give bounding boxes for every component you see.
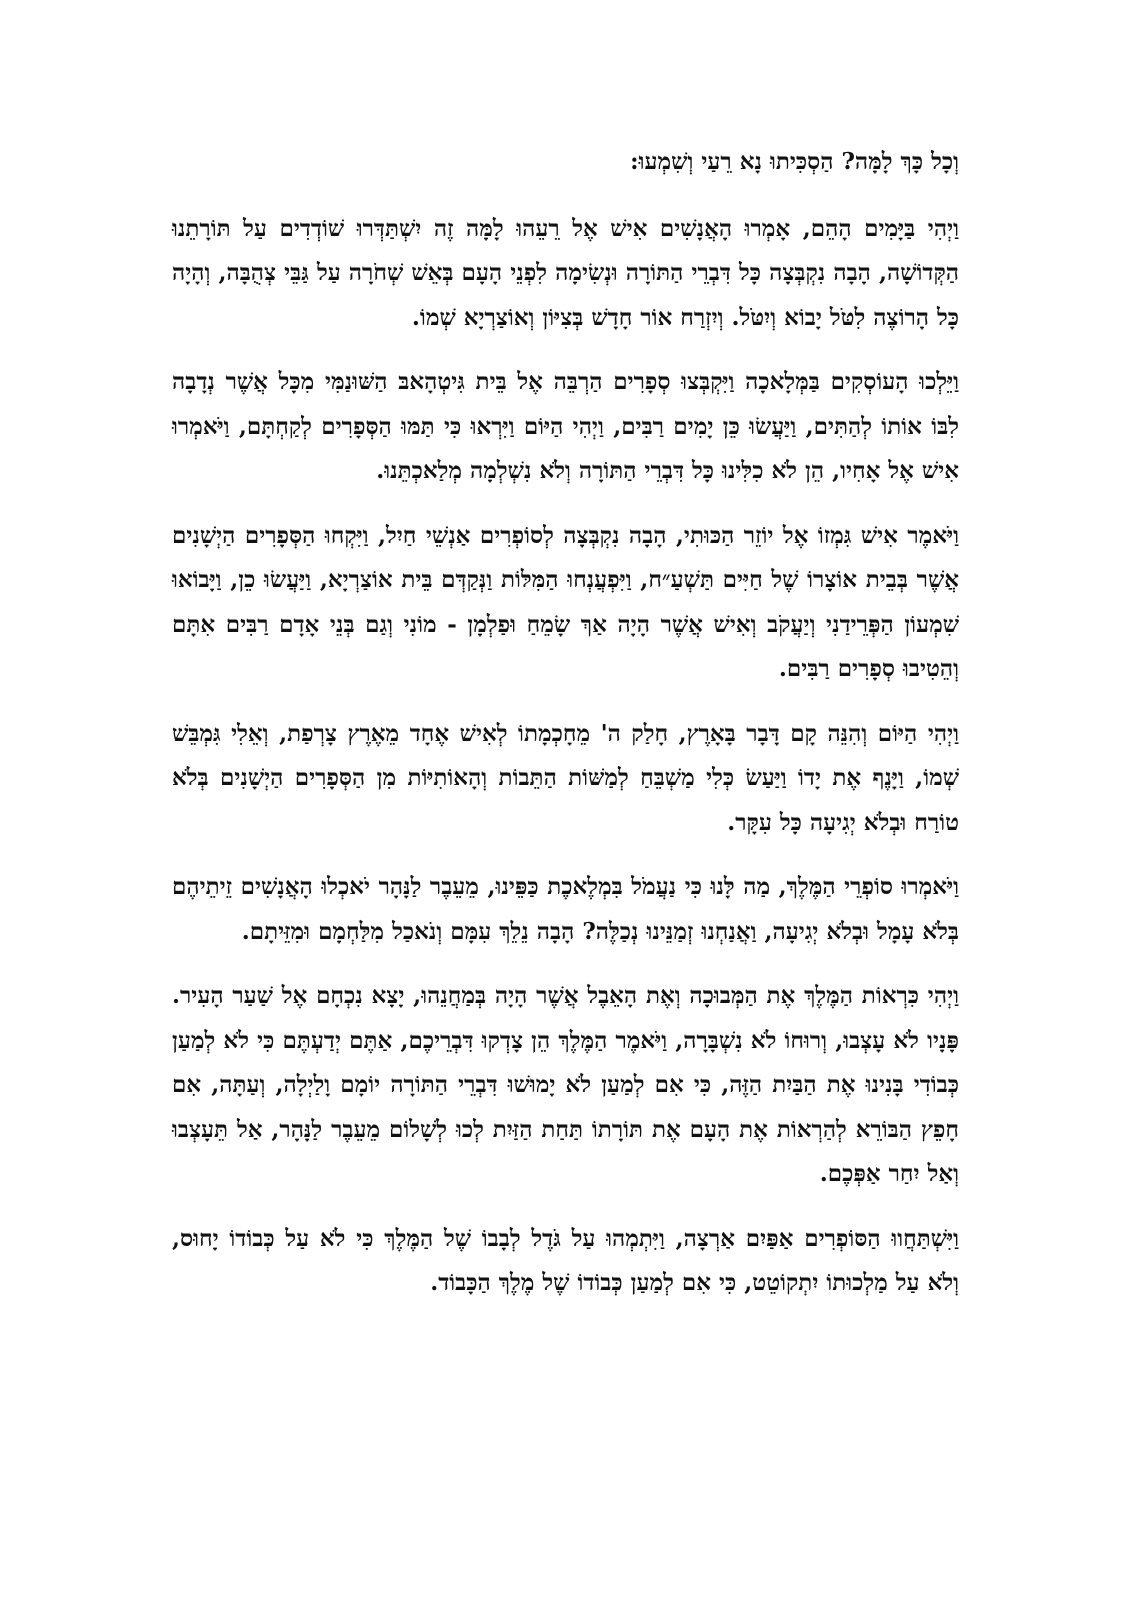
paragraph: וַיֹּאמְרוּ סוֹפְרֵי הַמֶּלֶךְ, מַה לָּנוּ כִּי נַעֲמֹל בִּמְלֶאכֶת כַּפֵּינוּ, מֵעֵבֶר לַנָּהָר יֹאכְלוּ הָאֲנָשִׁים זֵיתֵיהֶם בְּלֹא עָמָל וּבְלֹא יְגִיעָה, וַאֲנַחְנוּ זְמַנֵּינוּ נְכַלֶּה? הָבָה נֵלֵךְ עִמָּם וְנֹאכַל מִלַּחְמָם וּמִזֵּיתָם. bbox=[172, 873, 959, 945]
paragraph: וַיֹּאמֶר אִישׁ גִּמְזוֹ אֶל יוֹזֵר הַכּוּתִי, הָבָה נִקְבְּצָה לְסוֹפְרִים אַנְשֵׁי חַיִל, וַיִּקְחוּ הַסְּפָרִים הַיְשָׁנִים אֲשֶׁר בְּבֵית אוֹצָרוֹ שֶׁל חַיִּים תַּשְׁעַ״ח, וַיִּפְעֲנְחוּ הַמִּלּוֹת וַנְּקַדְּם בֵּית אוֹצַרְיָא, וַיַּעֲשׂוּ כֵן, וַיָּבוֹאוּ שִׁמְעוֹן הַפְּרֵידַנִי וְיַעֲקֹב וְאִישׁ אֲשֶׁר הָיָה אַךְ שָׂמֵחַ וּפַלְמָן - מוֹנִי וְגַם בְּנֵי אָדָם רַבִּים אִתָּם וְהֵטִיבוּ סְפָרִים רַבִּים. bbox=[172, 521, 960, 682]
document-body bbox=[172, 140, 959, 1326]
paragraph: וַיֵּלְכוּ הָעוֹסְקִים בַּמְּלָאכָה וַיִּקְבְּצוּ סְפָרִים הַרְבֵּה אֶל בֵּית גִּיטְהָאבּ הַשּׁוּנַמִּי מִכָּל אֲשֶׁר נְדָבָה לִבּוֹ אוֹתוֹ לְהַתִּים, וַיַּעֲשׂוּ כֵּן יָמִים רַבִּים, וַיְהִי הַיּוֹם וַיִּרְאוּ כִּי תַּמּוּ הַסְּפָרִים לְקַחְתָּם, וַיֹּאמְרוּ אִישׁ אֶל אָחִיו, הֵן לֹא כִלִּינוּ כָּל דִּבְרֵי הַתּוֹרָה וְלֹא נִשְׁלְמָה מְלַאכְתֵּנוּ. bbox=[172, 368, 959, 484]
paragraph: וַיִּשְׁתַּחֲווּ הַסּוֹפְרִים אַפַּיִם אַרְצָה, וַיִּתְמְהוּ עַל גֹּדֶל לְבָבוֹ שֶׁל הַמֶּלֶךְ כִּי לֹא עַל כְּבוֹדוֹ יָחוּס, וְלֹא עַל מַלְכוּתוֹ יִתְקוֹטֵט, כִּי אִם לְמַעַן כְּבוֹדוֹ שֶׁל מֶלֶךְ הַכָּבוֹד. bbox=[172, 1224, 959, 1296]
paragraph: וַיְהִי בַּיָּמִים הָהֵם, אָמְרוּ הָאֲנָשִׁים אִישׁ אֶל רֵעֵהוּ לָמָּה זֶה יִשְׁתַּדְּרוּ שׁוֹדְדִים עַל תּוֹרָתֵנוּ הַקְּדוֹשָׁה, הָבָה נִקְבְּצָה כָּל דִּבְרֵי הַתּוֹרָה וּנְשִׂימָה לִפְנֵי הָעָם בְּאֵשׁ שְׁחֹרָה עַל גַּבֵּי צְהֻבָּה, וְהָיָה כָּל הָרוֹצֶה לִטֹּל יָבוֹא וְיִטֹּל. וְיִזְרַח אוֹר חָדָשׁ בְּצִיּוֹן וְאוֹצַרְיָא שְׁמוֹ. bbox=[172, 214, 959, 331]
paragraph: וַיְהִי הַיּוֹם וְהִנֵּה קָם דָּבָר בָּאָרֶץ, חָלַק ה' מֵחָכְמָתוֹ לְאִישׁ אֶחָד מֵאֶרֶץ צָרְפַת, וְאֵלִי גִּמְבֵּשׁ שְׁמוֹ, וַיָּנֶף אֶת יָדוֹ וַיַּעַשׂ כְּלִי מַשְׁבֵּחַ לְמַשּׁוֹת הַתֵּבוֹת וְהָאוֹתִיּוֹת מִן הַסְּפָרִים הַיְשָׁנִים בְּלֹא טוֹרַח וּבְלֹא יְגִיעָה כָּל עִקָּר. bbox=[172, 719, 959, 836]
intro-line: וְכָל כָּךְ לָמָּה? הַסְכִּיתוּ נָא רֵעַי וְשִׁמְעוּ: bbox=[630, 148, 959, 175]
paragraph: וַיְהִי כִּרְאוֹת הַמֶּלֶךְ אֶת הַמְּבוּכָה וְאֶת הָאֵבֶל אֲשֶׁר הָיָה בְּמַחֲנֵהוּ, יָצָא נִכְחָם אֶל שַׁעַר הָעִיר. פָּנָיו לֹא עָצְבוּ, וְרוּחוֹ לֹא נִשְׁבָּרָה, וַיֹּאמֶר הַמֶּלֶךְ הֵן צָדְקוּ דִּבְרֵיכֶם, אַתֶּם יְדַעְתֶּם כִּי לֹא לְמַעַן כְּבוֹדִי בָּנִינוּ אֶת הַבַּיִת הַזֶּה, כִּי אִם לְמַעַן לֹא יָמוּשׁוּ דִּבְרֵי הַתּוֹרָה יוֹמָם וָלַיְלָה, וְעַתָּה, אִם חָפֵץ הַבּוֹרֵא לְהַרְאוֹת אֶת הָעָם אֶת תּוֹרָתוֹ תַּחַת הַזַּיִת לְכוּ לְשָׁלוֹם מֵעֵבֶר לַנָּהָר, אַל תֵּעָצְבוּ וְאַל יִחַר אַפְּכֶם. bbox=[172, 982, 959, 1187]
